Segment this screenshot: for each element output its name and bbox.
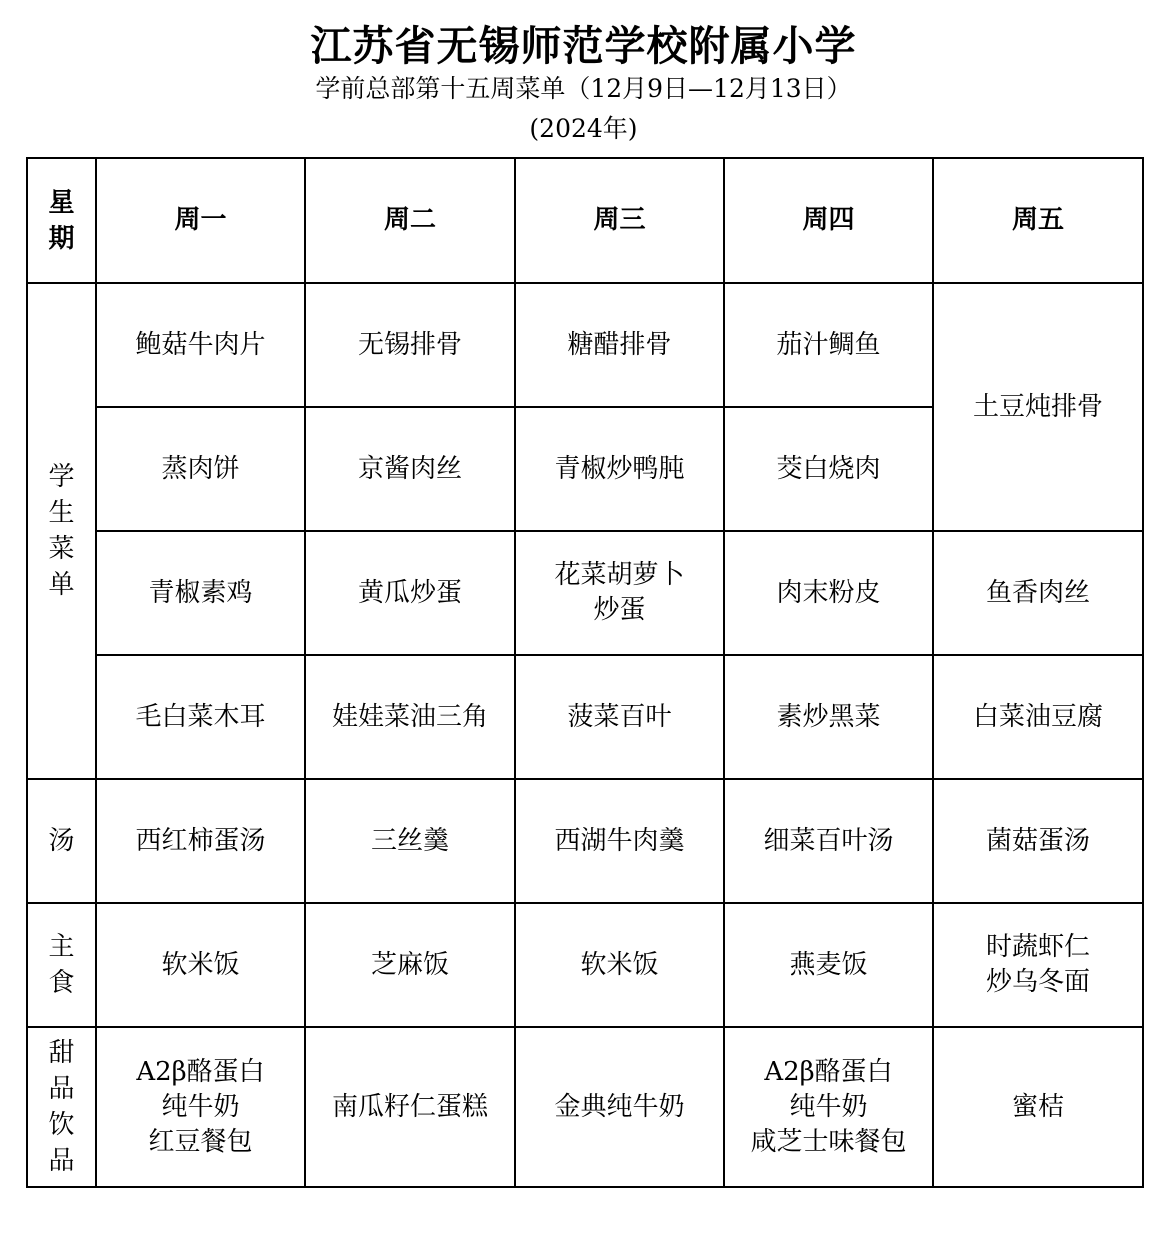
dish-cell: 毛白菜木耳 xyxy=(96,655,305,779)
dish-cell xyxy=(724,1027,933,1187)
section-staple-label: 主食 xyxy=(48,932,75,998)
header-row xyxy=(27,158,1143,283)
dish-text: A2β酪蛋白 纯牛奶 咸芝士味餐包 xyxy=(750,1056,907,1157)
staple-row xyxy=(27,903,1143,1027)
dish-cell: 黄瓜炒蛋 xyxy=(305,531,515,655)
dish-cell: 无锡排骨 xyxy=(305,283,515,407)
dish-cell: 白菜油豆腐 xyxy=(933,655,1143,779)
dish-cell xyxy=(933,903,1143,1027)
dessert-row xyxy=(27,1027,1143,1187)
day-header-mon: 周一 xyxy=(96,158,305,283)
dish-cell: 菌菇蛋汤 xyxy=(933,779,1143,903)
dish-cell: 燕麦饭 xyxy=(724,903,933,1027)
dish-cell-friday-merged: 土豆炖排骨 xyxy=(933,283,1143,531)
day-header-thu: 周四 xyxy=(724,158,933,283)
dish-cell: 鱼香肉丝 xyxy=(933,531,1143,655)
dish-text: 时蔬虾仁 炒乌冬面 xyxy=(985,932,1090,997)
section-dessert-label: 甜品饮品 xyxy=(48,1038,75,1176)
dish-cell xyxy=(96,1027,305,1187)
day-header-tue: 周二 xyxy=(305,158,515,283)
dish-cell: 糖醋排骨 xyxy=(515,283,724,407)
dish-cell: 芝麻饭 xyxy=(305,903,515,1027)
student-row-3 xyxy=(27,531,1143,655)
dish-cell: 京酱肉丝 xyxy=(305,407,515,531)
dish-cell: 软米饭 xyxy=(96,903,305,1027)
dish-cell: 青椒素鸡 xyxy=(96,531,305,655)
corner-cell xyxy=(27,158,96,283)
section-soup xyxy=(27,779,96,903)
dish-cell: 肉末粉皮 xyxy=(724,531,933,655)
day-header-fri: 周五 xyxy=(933,158,1143,283)
dish-cell: 菠菜百叶 xyxy=(515,655,724,779)
dish-cell: 南瓜籽仁蛋糕 xyxy=(305,1027,515,1187)
section-student xyxy=(27,283,96,779)
dish-cell: 蒸肉饼 xyxy=(96,407,305,531)
dish-cell: 茭白烧肉 xyxy=(724,407,933,531)
menu-table xyxy=(26,157,1144,1188)
page-title: 江苏省无锡师范学校附属小学 xyxy=(310,22,857,70)
section-soup-label: 汤 xyxy=(48,826,75,856)
dish-text: 花菜胡萝卜 炒蛋 xyxy=(554,560,685,625)
dish-cell: 娃娃菜油三角 xyxy=(305,655,515,779)
year-label: (2024年) xyxy=(529,114,638,143)
section-staple xyxy=(27,903,96,1027)
dish-cell: 细菜百叶汤 xyxy=(724,779,933,903)
dish-cell: 青椒炒鸭肫 xyxy=(515,407,724,531)
dish-cell: 西红柿蛋汤 xyxy=(96,779,305,903)
dish-cell: 素炒黑菜 xyxy=(724,655,933,779)
section-student-label: 学生菜单 xyxy=(48,462,75,600)
page-subtitle: 学前总部第十五周菜单（12月9日—12月13日） xyxy=(315,74,852,103)
soup-row xyxy=(27,779,1143,903)
dish-cell: 鲍菇牛肉片 xyxy=(96,283,305,407)
dish-cell: 西湖牛肉羹 xyxy=(515,779,724,903)
dish-cell: 茄汁鲷鱼 xyxy=(724,283,933,407)
day-header-wed: 周三 xyxy=(515,158,724,283)
dish-text: A2β酪蛋白 纯牛奶 红豆餐包 xyxy=(136,1056,265,1157)
dish-cell: 软米饭 xyxy=(515,903,724,1027)
dish-cell xyxy=(515,531,724,655)
student-row-1 xyxy=(27,283,1143,407)
dish-cell: 蜜桔 xyxy=(933,1027,1143,1187)
student-row-4 xyxy=(27,655,1143,779)
corner-label: 星期 xyxy=(48,187,75,254)
dish-cell: 金典纯牛奶 xyxy=(515,1027,724,1187)
dish-cell: 三丝羹 xyxy=(305,779,515,903)
section-dessert xyxy=(27,1027,96,1187)
